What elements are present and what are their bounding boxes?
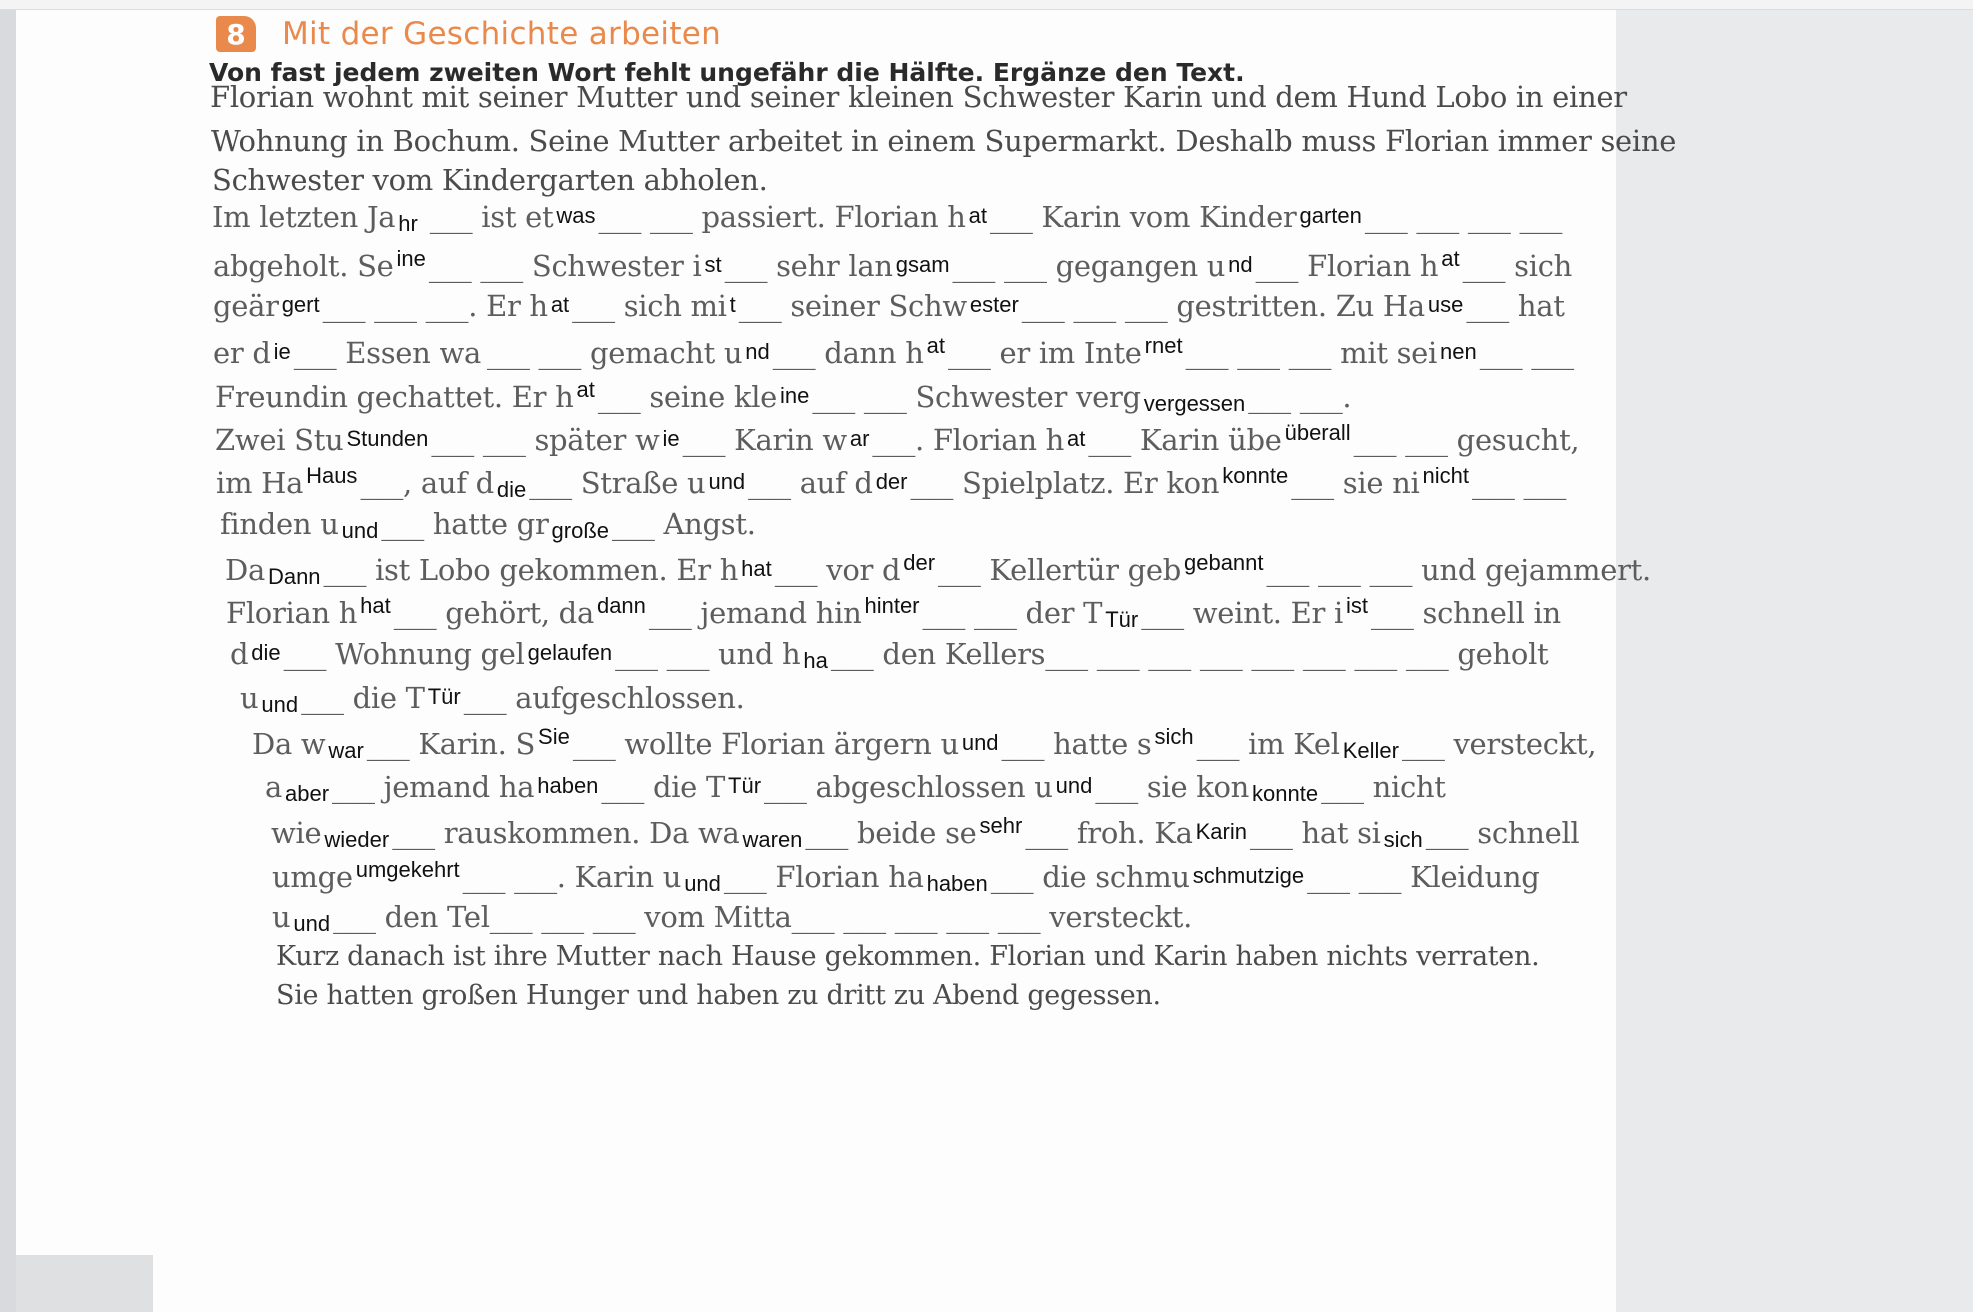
- filled-answer[interactable]: gert: [281, 292, 320, 317]
- filled-answer[interactable]: t: [729, 292, 736, 317]
- text-segment: ___ hatte s: [1001, 727, 1152, 761]
- gap-line: [213, 333, 1574, 370]
- text-segment: ___ die schmu: [990, 860, 1190, 894]
- gap-line: [212, 200, 1562, 237]
- filled-answer[interactable]: hinter: [864, 593, 920, 618]
- gap-line: [215, 420, 1579, 457]
- text-segment: im Ha: [216, 466, 304, 500]
- filled-answer[interactable]: haben: [537, 773, 599, 798]
- filled-answer[interactable]: Tür: [427, 684, 461, 709]
- filled-answer[interactable]: Tür: [728, 773, 762, 798]
- text-segment: er d: [213, 336, 271, 370]
- text-segment: ___ sich: [1462, 249, 1573, 283]
- text-segment: ___ ___.: [1248, 380, 1352, 414]
- filled-answer[interactable]: Dann: [267, 564, 321, 589]
- page-shadow: [16, 1255, 153, 1312]
- text-segment: ___ ___ Kleidung: [1307, 860, 1540, 894]
- text-segment: ___ ___ der T: [922, 596, 1103, 630]
- text-segment: ___ aufgeschlossen.: [463, 681, 745, 715]
- filled-answer[interactable]: ester: [969, 292, 1019, 317]
- text-segment: ___ ___ Schwester verg: [812, 380, 1141, 414]
- filled-answer[interactable]: und: [708, 469, 746, 494]
- filled-answer[interactable]: Keller: [1342, 738, 1399, 763]
- text-segment: u: [240, 681, 259, 715]
- filled-answer[interactable]: Sie: [538, 724, 570, 749]
- text-segment: ___ ___ ___ gestritten. Zu Ha: [1021, 289, 1425, 323]
- filled-answer[interactable]: at: [968, 203, 988, 228]
- top-bar: [0, 0, 1973, 10]
- exercise-title: Mit der Geschichte arbeiten: [282, 16, 722, 52]
- text-segment: ___ Karin w: [682, 423, 847, 457]
- gap-line: [225, 550, 1651, 590]
- intro-line: Florian wohnt mit seiner Mutter und seiner kleinen Schwester Karin und dem Hund Lobo in einer: [210, 80, 1627, 114]
- text-segment: ___ ___ Schwester i: [428, 249, 702, 283]
- outro-line: Sie hatten großen Hunger und haben zu dritt zu Abend gegessen.: [276, 980, 1161, 1011]
- text-segment: Im letzten Ja: [212, 200, 396, 234]
- filled-answer[interactable]: wieder: [324, 827, 390, 852]
- text-segment: ___ seine kle: [597, 380, 778, 414]
- filled-answer[interactable]: hat: [360, 593, 391, 618]
- text-segment: ___ ___ ___ ___: [1364, 200, 1563, 234]
- text-segment: u: [272, 900, 291, 934]
- filled-answer[interactable]: die: [496, 477, 527, 502]
- filled-answer[interactable]: schmutzige: [1192, 863, 1305, 888]
- text-segment: Da w: [252, 727, 326, 761]
- filled-answer[interactable]: nd: [1228, 252, 1253, 277]
- text-segment: ___ sich mi: [572, 289, 727, 323]
- filled-answer[interactable]: sehr: [979, 813, 1023, 838]
- filled-answer[interactable]: Haus: [306, 463, 358, 488]
- text-segment: ___ sie kon: [1095, 770, 1250, 804]
- text-segment: ___ beide se: [805, 816, 977, 850]
- text-segment: ___ Straße u: [529, 466, 706, 500]
- filled-answer[interactable]: ha: [803, 648, 828, 673]
- filled-answer[interactable]: rnet: [1144, 333, 1183, 358]
- filled-answer[interactable]: haben: [926, 871, 988, 896]
- text-segment: Zwei Stu: [215, 423, 344, 457]
- exercise-instruction: Von fast jedem zweiten Wort fehlt ungefähr die Hälfte. Ergänze den Text.: [209, 58, 1245, 87]
- gap-line: [272, 900, 1192, 937]
- filled-answer[interactable]: sich: [1383, 827, 1423, 852]
- text-segment: ___ ist Lobo gekommen. Er h: [323, 553, 739, 587]
- text-segment: a: [265, 770, 282, 804]
- filled-answer[interactable]: die: [251, 640, 281, 665]
- filled-answer[interactable]: war: [328, 738, 364, 763]
- filled-answer[interactable]: waren: [742, 827, 803, 852]
- text-segment: ___ hat: [1466, 289, 1565, 323]
- filled-answer[interactable]: konnte: [1252, 781, 1319, 806]
- text-segment: ___ rauskommen. Da wa: [392, 816, 740, 850]
- filled-answer[interactable]: ist: [1345, 593, 1368, 618]
- gap-line: [271, 813, 1579, 853]
- text-segment: ___ die T: [301, 681, 425, 715]
- gap-line: [226, 593, 1561, 633]
- gap-line: [240, 681, 745, 718]
- filled-answer[interactable]: hr: [398, 211, 418, 236]
- filled-answer[interactable]: nicht: [1422, 463, 1469, 488]
- filled-answer[interactable]: und: [1055, 773, 1093, 798]
- exercise-number-badge: 8: [216, 16, 256, 52]
- text-segment: ___ dann h: [772, 336, 924, 370]
- text-segment: ___ gehört, da: [393, 596, 594, 630]
- filled-answer[interactable]: at: [1067, 426, 1086, 451]
- filled-answer[interactable]: at: [550, 292, 570, 317]
- filled-answer[interactable]: und: [961, 730, 999, 755]
- filled-answer[interactable]: was: [556, 203, 596, 228]
- filled-answer[interactable]: use: [1427, 292, 1464, 317]
- text-segment: ___ er im Inte: [947, 336, 1142, 370]
- text-segment: Da: [225, 553, 265, 587]
- text-segment: ___ ___ gesucht,: [1353, 423, 1580, 457]
- text-segment: ___ Angst.: [612, 507, 756, 541]
- exercise-header: [216, 14, 721, 54]
- gap-line: [230, 637, 1548, 674]
- text-segment: ___ Wohnung gel: [283, 637, 525, 671]
- filled-answer[interactable]: st: [704, 252, 722, 277]
- text-segment: ___ den Kellers: [830, 637, 1046, 671]
- text-segment: ___ Florian ha: [723, 860, 924, 894]
- filled-answer[interactable]: gelaufen: [527, 640, 613, 665]
- text-segment: ___ ___ und h: [615, 637, 801, 671]
- text-segment: ___ ___ ___ und gejammert.: [1266, 553, 1651, 587]
- text-segment: ___ ___ passiert. Florian h: [598, 200, 966, 234]
- text-segment: ___ sehr lan: [724, 249, 893, 283]
- text-segment: ___ nicht: [1321, 770, 1446, 804]
- filled-answer[interactable]: ar: [849, 426, 870, 451]
- intro-line: Wohnung in Bochum. Seine Mutter arbeitet in einem Supermarkt. Deshalb muss Florian immer seine: [211, 124, 1677, 158]
- text-segment: ___ weint. Er i: [1141, 596, 1343, 630]
- gap-line: [213, 246, 1572, 283]
- text-segment: ___ versteckt,: [1401, 727, 1597, 761]
- filled-answer[interactable]: und: [684, 871, 721, 896]
- text-segment: ___ ___ später w: [431, 423, 660, 457]
- text-segment: geär: [213, 289, 279, 323]
- text-segment: ___ Karin übe: [1088, 423, 1282, 457]
- text-segment: ___ Kellertür geb: [938, 553, 1181, 587]
- filled-answer[interactable]: umgekehrt: [355, 857, 460, 882]
- text-segment: ___ die T: [601, 770, 726, 804]
- gap-line: [272, 857, 1540, 897]
- text-segment: ___ jemand hin: [648, 596, 862, 630]
- left-margin: [0, 10, 16, 1312]
- filled-answer[interactable]: ie: [662, 426, 680, 451]
- filled-answer[interactable]: vergessen: [1143, 391, 1246, 416]
- text-segment: ___ auf d: [748, 466, 873, 500]
- text-segment: ___ ___ ___ mit sei: [1185, 336, 1438, 370]
- text-segment: d: [230, 637, 249, 671]
- text-segment: ___ Florian h: [1255, 249, 1439, 283]
- gap-line: [213, 289, 1565, 323]
- filled-answer[interactable]: nd: [745, 339, 770, 364]
- text-segment: ___ seiner Schw: [738, 289, 967, 323]
- text-segment: ___ ist et: [420, 200, 554, 234]
- text-segment: ___ sie ni: [1291, 466, 1420, 500]
- text-segment: wie: [271, 816, 322, 850]
- filled-answer[interactable]: gebannt: [1183, 550, 1264, 575]
- text-segment: abgeholt. Se: [213, 249, 394, 283]
- filled-answer[interactable]: und: [341, 518, 379, 543]
- text-segment: ___ vor d: [774, 553, 901, 587]
- filled-answer[interactable]: at: [926, 333, 945, 358]
- text-segment: ___ abgeschlossen u: [764, 770, 1053, 804]
- filled-answer[interactable]: nen: [1440, 339, 1477, 364]
- filled-answer[interactable]: und: [293, 911, 331, 936]
- filled-answer[interactable]: Stunden: [346, 426, 429, 451]
- filled-answer[interactable]: Tür: [1105, 607, 1139, 632]
- filled-answer[interactable]: garten: [1299, 203, 1362, 228]
- gap-line: [215, 377, 1351, 417]
- filled-answer[interactable]: und: [261, 692, 299, 717]
- gap-line: [220, 507, 756, 544]
- text-segment: ___ hatte gr: [381, 507, 549, 541]
- text-segment: finden u: [220, 507, 339, 541]
- filled-answer[interactable]: at: [1441, 246, 1460, 271]
- filled-answer[interactable]: der: [875, 469, 908, 494]
- filled-answer[interactable]: gsam: [895, 252, 950, 277]
- filled-answer[interactable]: ine: [396, 246, 426, 271]
- text-segment: ___ schnell in: [1370, 596, 1561, 630]
- filled-answer[interactable]: hat: [741, 556, 772, 581]
- filled-answer[interactable]: aber: [285, 781, 330, 806]
- text-segment: ___ ___ ___ ___ ___ ___ ___ ___ geholt: [1045, 637, 1549, 671]
- gap-line: [252, 724, 1596, 764]
- gap-line: [216, 463, 1566, 503]
- filled-answer[interactable]: überall: [1284, 420, 1351, 445]
- text-segment: ___ ___ ___. Er h: [322, 289, 548, 323]
- text-segment: ___ den Tel: [333, 900, 490, 934]
- text-segment: ___ Karin. S: [366, 727, 536, 761]
- filled-answer[interactable]: große: [551, 518, 609, 543]
- filled-answer[interactable]: sich: [1154, 724, 1194, 749]
- text-segment: umge: [272, 860, 353, 894]
- text-segment: ___ Essen wa: [293, 336, 481, 370]
- filled-answer[interactable]: ine: [780, 383, 810, 408]
- filled-answer[interactable]: Karin: [1195, 819, 1247, 844]
- text-segment: ___ ___ ___ vom Mitta: [489, 900, 792, 934]
- text-segment: ___ hat si: [1249, 816, 1381, 850]
- text-segment: Freundin gechattet. Er h: [215, 380, 574, 414]
- text-segment: ___ froh. Ka: [1025, 816, 1193, 850]
- text-segment: ___ ___ gegangen u: [952, 249, 1226, 283]
- text-segment: ___ ___ ___ ___ ___ versteckt.: [791, 900, 1193, 934]
- intro-line: Schwester vom Kindergarten abholen.: [212, 163, 768, 197]
- text-segment: ___ schnell: [1425, 816, 1580, 850]
- text-segment: Florian h: [226, 596, 358, 630]
- filled-answer[interactable]: dann: [596, 593, 646, 618]
- text-segment: ___. Florian h: [872, 423, 1065, 457]
- text-segment: ___ Spielplatz. Er kon: [910, 466, 1220, 500]
- text-segment: ___ im Kel: [1196, 727, 1340, 761]
- text-segment: ___ jemand ha: [332, 770, 535, 804]
- text-segment: ___ ___: [1471, 466, 1567, 500]
- text-segment: ___ ___. Karin u: [462, 860, 682, 894]
- text-segment: ___ Karin vom Kinder: [990, 200, 1297, 234]
- filled-answer[interactable]: der: [903, 550, 936, 575]
- outro-line: Kurz danach ist ihre Mutter nach Hause gekommen. Florian und Karin haben nichts verraten.: [276, 941, 1540, 972]
- filled-answer[interactable]: ie: [273, 339, 291, 364]
- filled-answer[interactable]: konnte: [1222, 463, 1289, 488]
- text-segment: ___ ___: [1479, 336, 1574, 370]
- filled-answer[interactable]: at: [576, 377, 595, 402]
- text-segment: ___ ___ gemacht u: [486, 336, 743, 370]
- text-segment: ___ wollte Florian ärgern u: [572, 727, 959, 761]
- text-segment: ___, auf d: [360, 466, 494, 500]
- gap-line: [265, 770, 1446, 807]
